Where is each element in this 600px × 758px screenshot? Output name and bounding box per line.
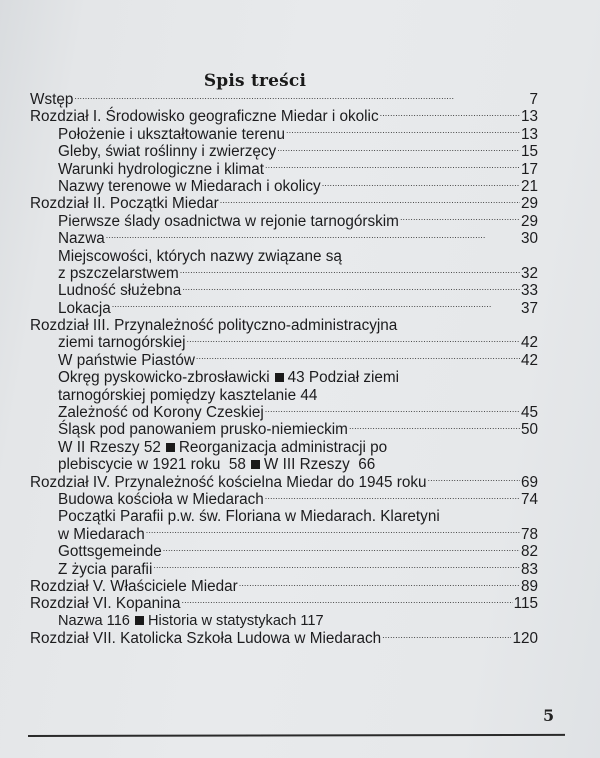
dot-leader: [163, 544, 520, 556]
toc-entry-label: Gottsgemeinde: [58, 543, 162, 561]
toc-entry-label: ziemi tarnogórskiej: [58, 334, 186, 352]
toc-entry-chapter[interactable]: [30, 578, 538, 595]
dot-leader: [322, 179, 520, 191]
square-bullet-icon: [251, 460, 260, 469]
toc-entry-page: 42: [520, 351, 538, 369]
toc-entry-label: Gleby, świat roślinny i zwierzęcy: [58, 143, 277, 161]
dot-leader: [112, 301, 520, 313]
toc-entry-section[interactable]: [30, 161, 538, 178]
toc-entry-label: Z życia parafii: [58, 560, 153, 578]
dot-leader: [349, 422, 520, 434]
dot-leader: [239, 579, 520, 591]
toc-entry-page: 120: [512, 630, 538, 648]
toc-entry-section[interactable]: [30, 561, 538, 578]
toc-entry-label: Rozdział I. Środowisko geograficzne Miedar i okolic: [30, 108, 379, 126]
dot-leader: [428, 475, 520, 487]
toc-entry-page: 33: [520, 282, 538, 300]
toc-entry-page: 83: [520, 560, 538, 578]
inline-entry-text: Historia w statystykach 117: [147, 612, 324, 629]
toc-entry-section[interactable]: [30, 230, 538, 247]
table-of-contents: [30, 91, 538, 648]
dot-leader: [380, 109, 520, 121]
toc-entry-label: tarnogórskiej pomiędzy kasztelanie 44: [58, 386, 318, 404]
dot-leader: [182, 596, 513, 608]
toc-entry-label: W państwie Piastów: [58, 351, 195, 369]
toc-entry-label: Rozdział IV. Przynależność kościelna Miedar do 1945 roku: [30, 473, 427, 491]
toc-entry-chapter[interactable]: [30, 474, 538, 491]
toc-entry-section-inline[interactable]: [30, 369, 538, 386]
toc-entry-page: 82: [520, 543, 538, 561]
dot-leader: [74, 92, 527, 104]
toc-entry-chapter[interactable]: [30, 195, 538, 212]
toc-entry-label: [58, 439, 387, 456]
toc-entry-page: 89: [520, 577, 538, 595]
inline-entry-text: plebiscycie w 1921 roku 58: [58, 456, 246, 474]
dot-leader: [400, 214, 520, 226]
toc-entry-section[interactable]: [30, 404, 538, 421]
toc-entry-label: Nazwa: [58, 230, 105, 248]
dot-leader: [265, 492, 520, 504]
toc-entry-section-continued[interactable]: [30, 526, 538, 543]
toc-entry-page: 69: [520, 473, 538, 491]
toc-entry-label: w Miedarach: [58, 525, 145, 543]
inline-entry-text: W II Rzeszy 52: [58, 438, 161, 456]
toc-entry-page: 37: [520, 299, 538, 317]
page-title: Spis treści: [203, 71, 307, 92]
dot-leader: [106, 231, 520, 243]
toc-entry-chapter[interactable]: [30, 630, 538, 647]
toc-entry-section[interactable]: [30, 421, 538, 438]
toc-entry-section[interactable]: [30, 491, 538, 508]
dot-leader: [180, 266, 520, 278]
toc-entry-page: 30: [520, 230, 538, 248]
toc-entry-label: Wstęp: [30, 91, 74, 108]
dot-leader: [286, 127, 520, 139]
toc-entry-section[interactable]: [30, 143, 538, 160]
inline-entry-text: W III Rzeszy 66: [263, 456, 376, 474]
toc-entry-page: 13: [520, 125, 538, 143]
toc-entry-label: [58, 369, 399, 386]
toc-entry-page: 21: [520, 177, 538, 195]
toc-entry-page: 7: [529, 91, 538, 108]
toc-entry-page: 32: [520, 264, 538, 282]
footer-rule: [28, 734, 565, 737]
toc-entry-label: Śląsk pod panowaniem prusko-niemieckim: [58, 421, 348, 439]
toc-entry-section-inline-continued[interactable]: [30, 387, 538, 404]
inline-entry-text: Reorganizacja administracji po: [178, 438, 388, 456]
toc-entry-label: Rozdział V. Właściciele Miedar: [30, 577, 238, 595]
toc-entry-label: Rozdział VI. Kopanina: [30, 595, 181, 613]
toc-entry-page: 13: [520, 108, 538, 126]
toc-entry-page: 78: [520, 525, 538, 543]
dot-leader: [182, 283, 520, 295]
toc-entry-page: 115: [513, 595, 538, 613]
toc-entry-page: 45: [520, 404, 538, 422]
toc-entry-section[interactable]: [30, 543, 538, 560]
toc-entry-label: Pierwsze ślady osadnictwa w rejonie tarnogórskim: [58, 212, 399, 230]
toc-entry-label: Miejscowości, których nazwy związane są: [58, 247, 342, 265]
toc-entry-label: Budowa kościoła w Miedarach: [58, 490, 264, 508]
inline-entry-text: Okręg pyskowicko-zbrosławicki: [58, 369, 270, 387]
toc-entry-page: 29: [520, 195, 538, 213]
dot-leader: [220, 196, 520, 208]
toc-entry-page: 17: [520, 160, 538, 178]
toc-entry-section[interactable]: [30, 300, 538, 317]
toc-entry-page: 29: [520, 212, 538, 230]
dot-leader: [153, 562, 520, 574]
toc-entry-section-inline[interactable]: [30, 439, 538, 456]
toc-entry-section-inline[interactable]: [30, 456, 538, 473]
page-number: 5: [543, 706, 555, 725]
inline-entry-text: Nazwa 116: [58, 612, 130, 629]
toc-entry-page: 50: [520, 421, 538, 439]
toc-entry-label: Rozdział II. Początki Miedar: [30, 195, 219, 213]
dot-leader: [265, 405, 520, 417]
toc-entry-label: Lokacja: [58, 299, 111, 317]
toc-entry-label: Warunki hydrologiczne i klimat: [58, 160, 265, 178]
toc-entry-chapter[interactable]: [30, 91, 538, 108]
toc-entry-label: [58, 613, 324, 630]
toc-entry-section[interactable]: [30, 282, 538, 299]
dot-leader: [146, 527, 520, 539]
square-bullet-icon: [166, 443, 175, 452]
toc-entry-chapter[interactable]: [30, 595, 538, 612]
toc-entry-chapter[interactable]: [30, 317, 538, 334]
toc-entry-section[interactable]: [30, 213, 538, 230]
toc-entry-page: 42: [520, 334, 538, 352]
toc-entry-label: z pszczelarstwem: [58, 264, 179, 282]
toc-entry-label: Zależność od Korony Czeskiej: [58, 404, 264, 422]
toc-entry-chapter[interactable]: [30, 108, 538, 125]
inline-entry-text: 43 Podział ziemi: [287, 369, 400, 387]
toc-entry-label: Nazwy terenowe w Miedarach i okolicy: [58, 177, 321, 195]
toc-entry-page: 74: [520, 490, 538, 508]
square-bullet-icon: [135, 616, 144, 625]
toc-entry-section[interactable]: [30, 126, 538, 143]
toc-entry-section[interactable]: [30, 178, 538, 195]
toc-entry-label: Rozdział III. Przynależność polityczno-administracyjna: [30, 317, 398, 335]
dot-leader: [265, 162, 520, 174]
dot-leader: [196, 353, 520, 365]
dot-leader: [277, 144, 520, 156]
toc-entry-section[interactable]: [30, 352, 538, 369]
toc-entry-label: Początki Parafii p.w. św. Floriana w Miedarach. Klaretyni: [58, 508, 440, 526]
toc-entry-label: Położenie i ukształtowanie terenu: [58, 125, 286, 143]
square-bullet-icon: [275, 373, 284, 382]
toc-entry-label: [58, 456, 375, 473]
toc-entry-section-inline[interactable]: [30, 613, 538, 630]
toc-entry-section[interactable]: [30, 248, 538, 265]
toc-entry-page: 15: [520, 143, 538, 161]
dot-leader: [382, 631, 511, 643]
toc-entry-section[interactable]: [30, 508, 538, 525]
toc-entry-label: Rozdział VII. Katolicka Szkoła Ludowa w Miedarach: [30, 630, 382, 648]
toc-entry-label: Ludność służebna: [58, 282, 182, 300]
toc-entry-section-continued[interactable]: [30, 265, 538, 282]
dot-leader: [187, 335, 520, 347]
toc-entry-chapter-continued[interactable]: [30, 334, 538, 351]
